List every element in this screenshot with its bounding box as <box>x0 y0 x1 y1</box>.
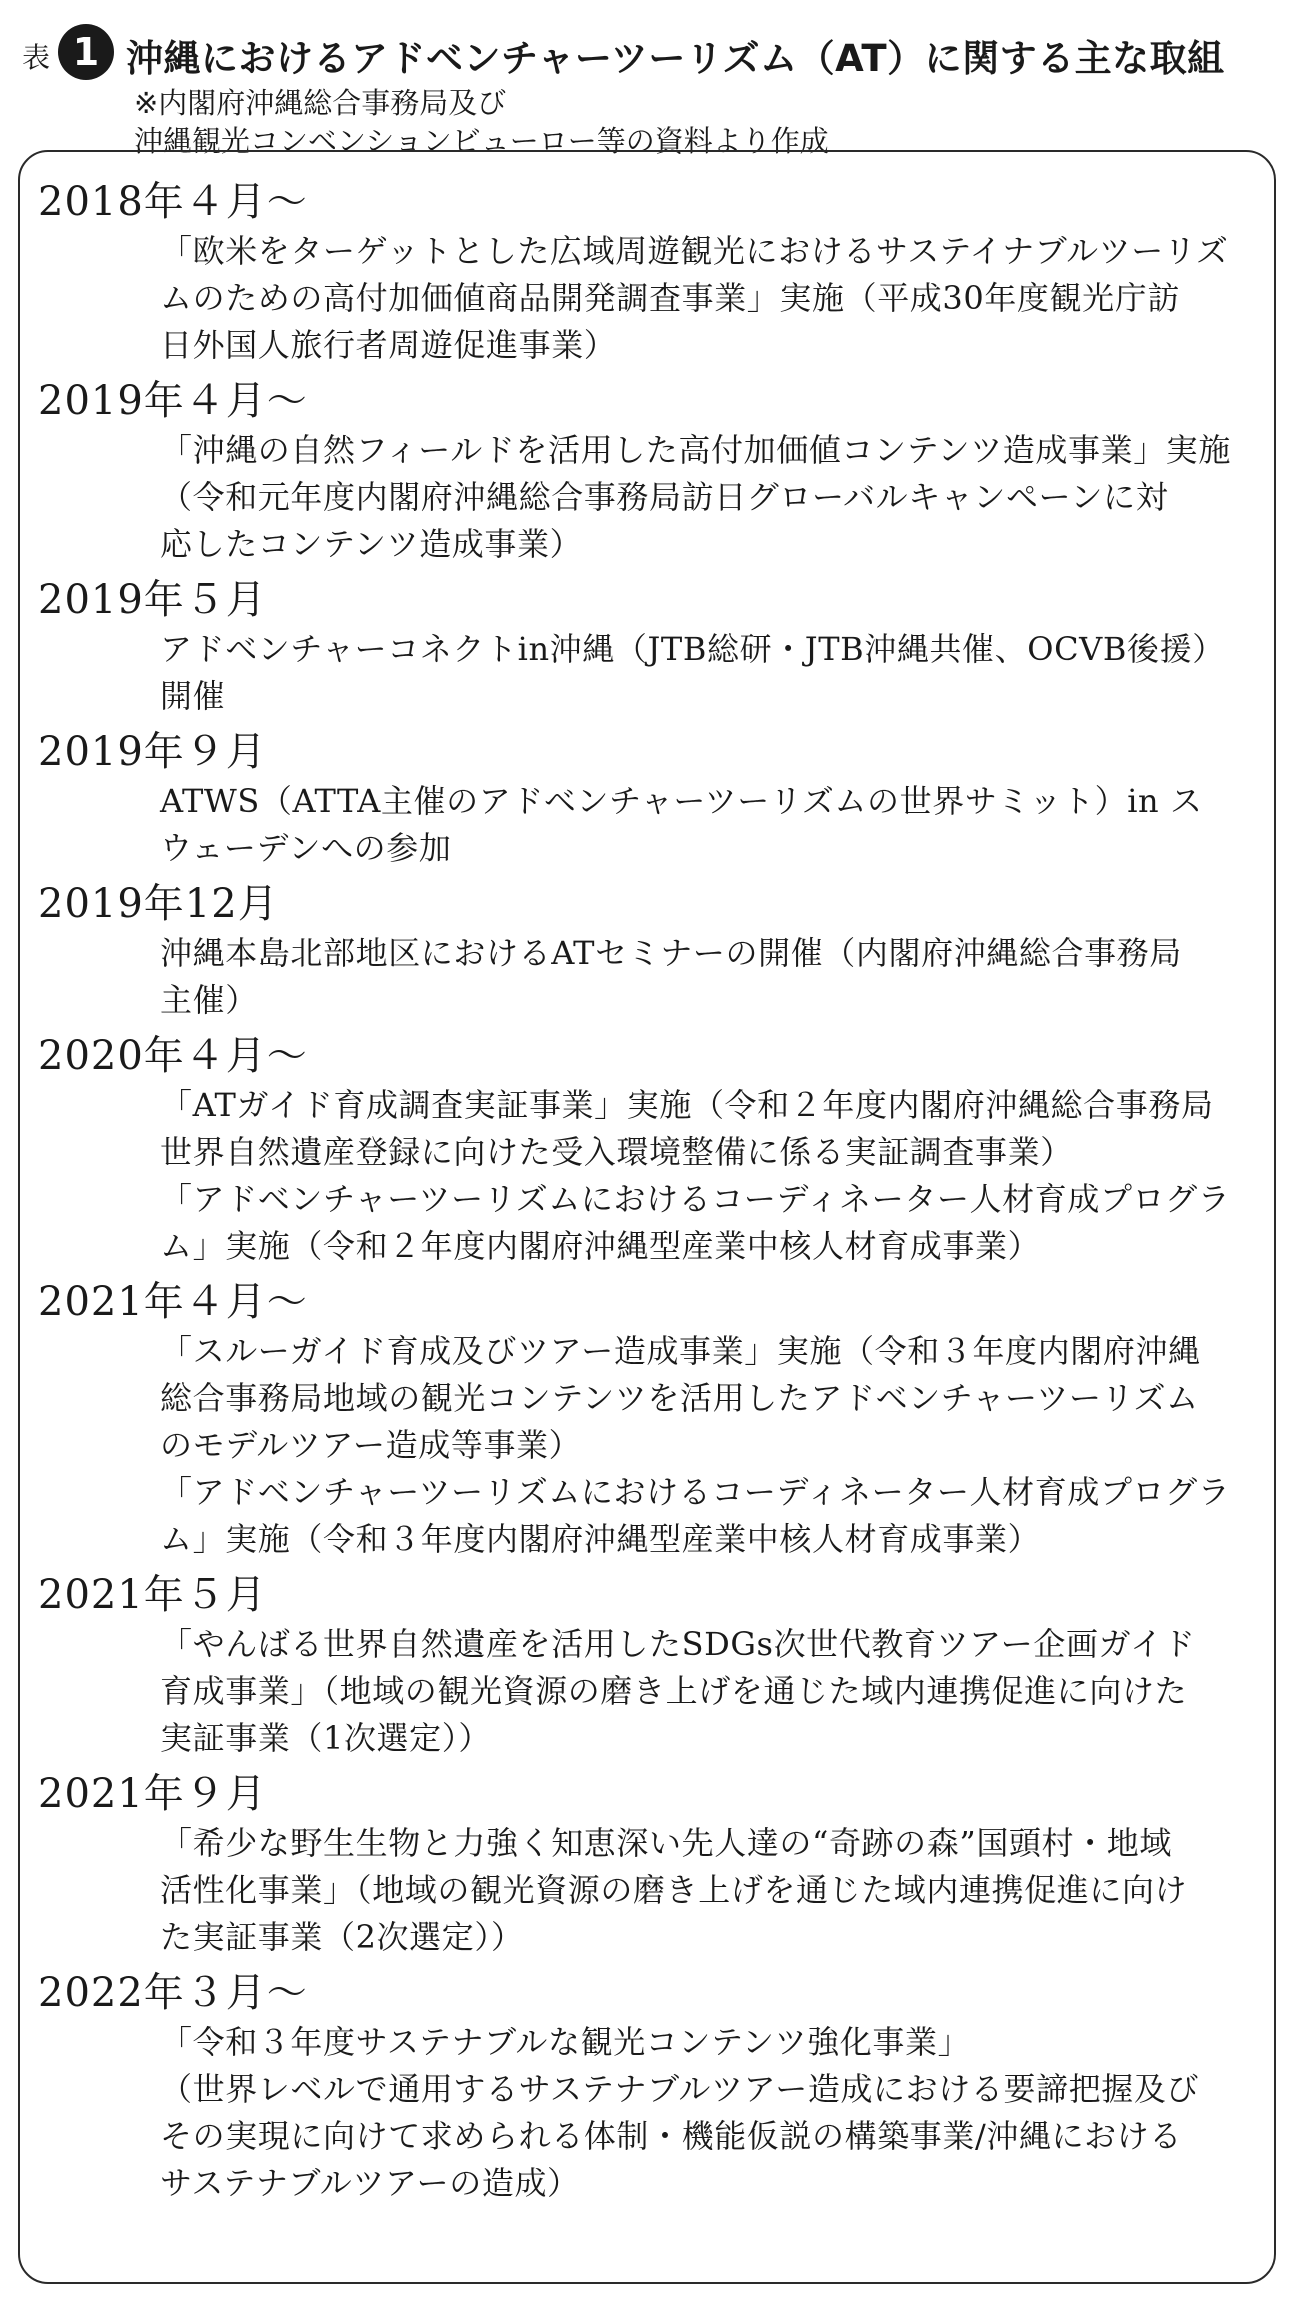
entry-description-line: 日外国人旅行者周遊促進事業） <box>160 326 617 364</box>
timeline-entry <box>38 176 1254 375</box>
entry-description-line: 沖縄本島北部地区におけるATセミナーの開催（内閣府沖縄総合事務局 <box>160 934 1182 972</box>
table-title: 沖縄におけるアドベンチャーツーリズム（AT）に関する主な取組 <box>126 37 1225 80</box>
timeline-entry <box>38 1569 1254 1768</box>
entry-date: 2021年５月 <box>38 1572 267 1618</box>
source-note-line: 沖縄観光コンベンションビューロー等の資料より作成 <box>134 124 829 158</box>
entry-description-line: 育成事業」（地域の観光資源の磨き上げを通じた域内連携促進に向けた <box>160 1672 1188 1710</box>
entry-date: 2019年12月 <box>38 881 279 927</box>
timeline-entry <box>38 574 1254 726</box>
entry-description-line: ムのための高付加価値商品開発調査事業」実施（平成30年度観光庁訪 <box>160 279 1180 317</box>
entry-description-line: 主催） <box>160 981 258 1019</box>
entry-description <box>160 778 1254 872</box>
entry-description <box>160 228 1254 369</box>
entry-description-line: 実証事業（1次選定）） <box>160 1719 491 1757</box>
entry-description-line: アドベンチャーコネクトin沖縄（JTB総研・JTB沖縄共催、OCVB後援） <box>160 630 1225 668</box>
entry-description-line: ATWS（ATTA主催のアドベンチャーツーリズムの世界サミット）in ス <box>160 782 1203 820</box>
entry-description-line: 「沖縄の自然フィールドを活用した高付加価値コンテンツ造成事業」実施 <box>160 431 1232 469</box>
entry-description-line: その実現に向けて求められる体制・機能仮説の構築事業/沖縄における <box>160 2117 1182 2155</box>
entry-description-line: 開催 <box>160 677 226 715</box>
entry-date: 2019年５月 <box>38 577 267 623</box>
entry-description <box>160 1621 1254 1762</box>
table-header <box>20 14 1280 158</box>
entry-description-line: のモデルツアー造成等事業） <box>160 1426 582 1464</box>
entry-description <box>160 1328 1254 1563</box>
entry-description-line: 「希少な野生生物と力強く知恵深い先人達の“奇跡の森”国頭村・地域 <box>160 1824 1172 1862</box>
entry-description-line: （令和元年度内閣府沖縄総合事務局訪日グローバルキャンペーンに対 <box>160 478 1169 516</box>
source-note <box>134 84 829 160</box>
entry-description <box>160 2019 1254 2207</box>
entry-date: 2021年４月～ <box>38 1279 308 1325</box>
timeline-entry <box>38 1967 1254 2207</box>
entry-date: 2018年４月～ <box>38 179 308 225</box>
timeline-entries <box>38 176 1254 2207</box>
entry-description <box>160 427 1254 568</box>
entry-description <box>160 1820 1254 1961</box>
timeline-entry <box>38 726 1254 878</box>
entry-description-line: 「欧米をターゲットとした広域周遊観光におけるサステイナブルツーリズ <box>160 232 1229 270</box>
source-note-line: ※内閣府沖縄総合事務局及び <box>134 86 507 120</box>
entry-description-line: 「やんばる世界自然遺産を活用したSDGs次世代教育ツアー企画ガイド <box>160 1625 1196 1663</box>
entry-description-line: 応したコンテンツ造成事業） <box>160 525 583 563</box>
entry-description-line: 「アドベンチャーツーリズムにおけるコーディネーター人材育成プログラ <box>160 1473 1231 1511</box>
entry-date: 2021年９月 <box>38 1771 267 1817</box>
entry-description-line: 「スルーガイド育成及びツアー造成事業」実施（令和３年度内閣府沖縄 <box>160 1332 1201 1370</box>
timeline-entry <box>38 1276 1254 1569</box>
entry-description-line: 「ATガイド育成調査実証事業」実施（令和２年度内閣府沖縄総合事務局 <box>160 1086 1214 1124</box>
entry-date: 2019年９月 <box>38 729 267 775</box>
entry-description-line: 「アドベンチャーツーリズムにおけるコーディネーター人材育成プログラ <box>160 1180 1231 1218</box>
entry-description-line: サステナブルツアーの造成） <box>160 2164 580 2202</box>
timeline-entry <box>38 375 1254 574</box>
entry-description-line: 「令和３年度サステナブルな観光コンテンツ強化事業」 <box>160 2023 971 2061</box>
entry-description <box>160 930 1254 1024</box>
entry-date: 2020年４月～ <box>38 1033 308 1079</box>
entry-date: 2019年４月～ <box>38 378 308 424</box>
entry-description-line: 世界自然遺産登録に向けた受入環境整備に係る実証調査事業） <box>160 1133 1073 1171</box>
entry-description-line: 活性化事業」（地域の観光資源の磨き上げを通じた域内連携促進に向け <box>160 1871 1188 1909</box>
table-prefix-label: 表 <box>22 41 51 74</box>
entry-description-line: 総合事務局地域の観光コンテンツを活用したアドベンチャーツーリズム <box>160 1379 1199 1417</box>
timeline-entry <box>38 1768 1254 1967</box>
entry-description-line: ウェーデンへの参加 <box>160 829 452 867</box>
entry-description-line: （世界レベルで通用するサステナブルツアー造成における要諦把握及び <box>160 2070 1200 2108</box>
entry-description-line: た実証事業（2次選定）） <box>160 1918 524 1956</box>
timeline-entry <box>38 878 1254 1030</box>
entry-description-line: ム」実施（令和３年度内閣府沖縄型産業中核人材育成事業） <box>160 1520 1041 1558</box>
entry-date: 2022年３月～ <box>38 1970 308 2016</box>
entry-description <box>160 626 1254 720</box>
entry-description-line: ム」実施（令和２年度内閣府沖縄型産業中核人材育成事業） <box>160 1227 1041 1265</box>
table-number-badge: 1 <box>58 24 114 80</box>
entry-description <box>160 1082 1254 1270</box>
timeline-entry <box>38 1030 1254 1276</box>
